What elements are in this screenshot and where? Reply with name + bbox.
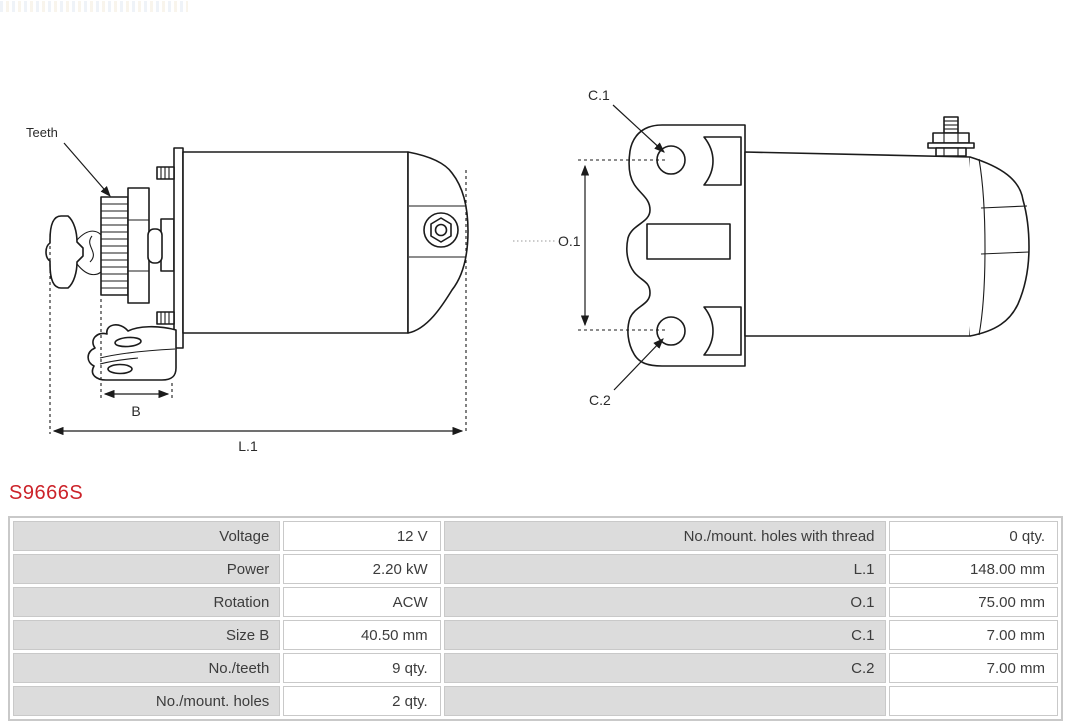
end-cap-bolt — [424, 213, 458, 247]
table-row — [13, 686, 1058, 716]
spec-label: Rotation — [13, 587, 280, 617]
stud-bottom — [157, 312, 174, 324]
spec-value: ACW — [283, 587, 440, 617]
spec-value — [889, 686, 1059, 716]
spec-label: O.1 — [444, 587, 886, 617]
spec-value: 148.00 mm — [889, 554, 1059, 584]
spec-value: 2 qty. — [283, 686, 440, 716]
spec-label: Voltage — [13, 521, 280, 551]
spec-value: 12 V — [283, 521, 440, 551]
spec-label: No./mount. holes with thread — [444, 521, 886, 551]
part-number: S9666S — [9, 482, 84, 504]
spec-value: 7.00 mm — [889, 620, 1059, 650]
dim-label-b: B — [131, 403, 141, 419]
spec-table — [8, 516, 1063, 721]
spec-label: No./mount. holes — [13, 686, 280, 716]
flange-view — [513, 87, 1029, 408]
stud-top — [157, 167, 174, 179]
table-row — [13, 521, 1058, 551]
spec-label: Size B — [13, 620, 280, 650]
spec-value: 2.20 kW — [283, 554, 440, 584]
terminal-stud — [928, 117, 974, 156]
spec-label: Power — [13, 554, 280, 584]
spec-value: 7.00 mm — [889, 653, 1059, 683]
spec-label — [444, 686, 886, 716]
table-row — [13, 554, 1058, 584]
table-row — [13, 620, 1058, 650]
spec-label: C.1 — [444, 620, 886, 650]
dim-label-c1: C.1 — [588, 87, 610, 103]
spec-label: No./teeth — [13, 653, 280, 683]
spec-value: 9 qty. — [283, 653, 440, 683]
spec-value: 75.00 mm — [889, 587, 1059, 617]
dim-label-l1: L.1 — [238, 438, 258, 454]
table-row — [13, 587, 1058, 617]
side-view — [26, 125, 468, 454]
table-row — [13, 653, 1058, 683]
spec-value: 0 qty. — [889, 521, 1059, 551]
spec-label: L.1 — [444, 554, 886, 584]
dim-label-c2: C.2 — [589, 392, 611, 408]
dim-label-o1: O.1 — [558, 233, 581, 249]
spec-value: 40.50 mm — [283, 620, 440, 650]
spec-label: C.2 — [444, 653, 886, 683]
dim-label-teeth: Teeth — [26, 125, 58, 140]
